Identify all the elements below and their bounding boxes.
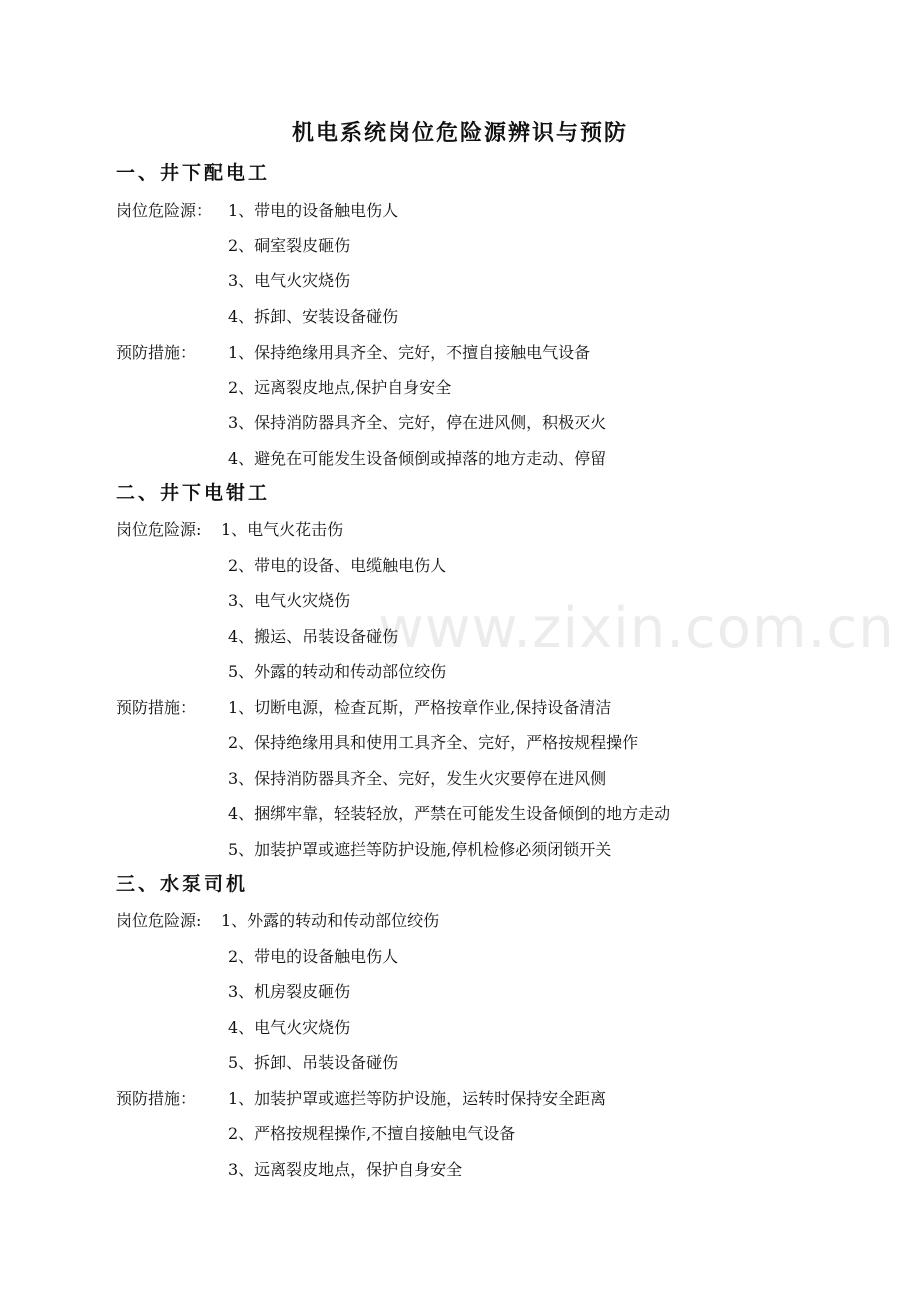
hazard-item: 2、带电的设备、电缆触电伤人: [228, 556, 447, 575]
measure-item: 4、捆绑牢靠，轻装轻放，严禁在可能发生设备倾倒的地方走动: [228, 804, 671, 823]
hazard-item: 5、外露的转动和传动部位绞伤: [228, 662, 447, 681]
hazard-item: 2、硐室裂皮砸伤: [228, 236, 351, 255]
hazard-item: 2、带电的设备触电伤人: [228, 947, 399, 966]
measure-item: 5、加装护罩或遮拦等防护设施,停机检修必须闭锁开关: [228, 840, 612, 859]
measure-item: 3、远离裂皮地点，保护自身安全: [228, 1160, 463, 1179]
hazard-item: 1、外露的转动和传动部位绞伤: [221, 911, 440, 930]
hazard-item: 4、拆卸、安装设备碰伤: [228, 307, 399, 326]
measures-label: 预防措施：: [116, 1089, 197, 1108]
hazard-item: 4、电气火灾烧伤: [228, 1018, 351, 1037]
section-heading: 一、井下配电工: [116, 162, 271, 184]
hazard-item: 4、搬运、吊装设备碰伤: [228, 627, 399, 646]
hazard-item: 1、带电的设备触电伤人: [228, 201, 399, 220]
measure-item: 1、加装护罩或遮拦等防护设施，运转时保持安全距离: [228, 1089, 607, 1108]
measures-label: 预防措施：: [116, 698, 197, 717]
measure-item: 3、保持消防器具齐全、完好，停在进风侧，积极灭火: [228, 413, 607, 432]
measure-item: 2、远离裂皮地点,保护自身安全: [228, 378, 452, 397]
measure-item: 1、保持绝缘用具齐全、完好，不擅自接触电气设备: [228, 343, 591, 362]
measure-item: 2、保持绝缘用具和使用工具齐全、完好，严格按规程操作: [228, 733, 639, 752]
measure-item: 4、避免在可能发生设备倾倒或掉落的地方走动、停留: [228, 449, 607, 468]
hazard-item: 3、机房裂皮砸伤: [228, 982, 351, 1001]
hazard-item: 3、电气火灾烧伤: [228, 271, 351, 290]
hazard-item: 5、拆卸、吊装设备碰伤: [228, 1053, 399, 1072]
hazards-label: 岗位危险源：: [116, 201, 213, 220]
section-heading: 二、井下电钳工: [116, 482, 271, 504]
section-heading: 三、水泵司机: [116, 873, 249, 895]
measure-item: 2、严格按规程操作,不擅自接触电气设备: [228, 1124, 516, 1143]
measure-item: 1、切断电源，检查瓦斯，严格按章作业,保持设备清洁: [228, 698, 612, 717]
hazards-label: 岗位危险源:: [116, 911, 202, 930]
measure-item: 3、保持消防器具齐全、完好，发生火灾要停在进风侧: [228, 769, 607, 788]
measures-label: 预防措施：: [116, 343, 197, 362]
watermark: www.zixin.com.cn: [378, 596, 895, 661]
hazard-item: 1、电气火花击伤: [221, 520, 344, 539]
hazards-label: 岗位危险源:: [116, 520, 202, 539]
hazard-item: 3、电气火灾烧伤: [228, 591, 351, 610]
document-title: 机电系统岗位危险源辨识与预防: [291, 120, 628, 146]
